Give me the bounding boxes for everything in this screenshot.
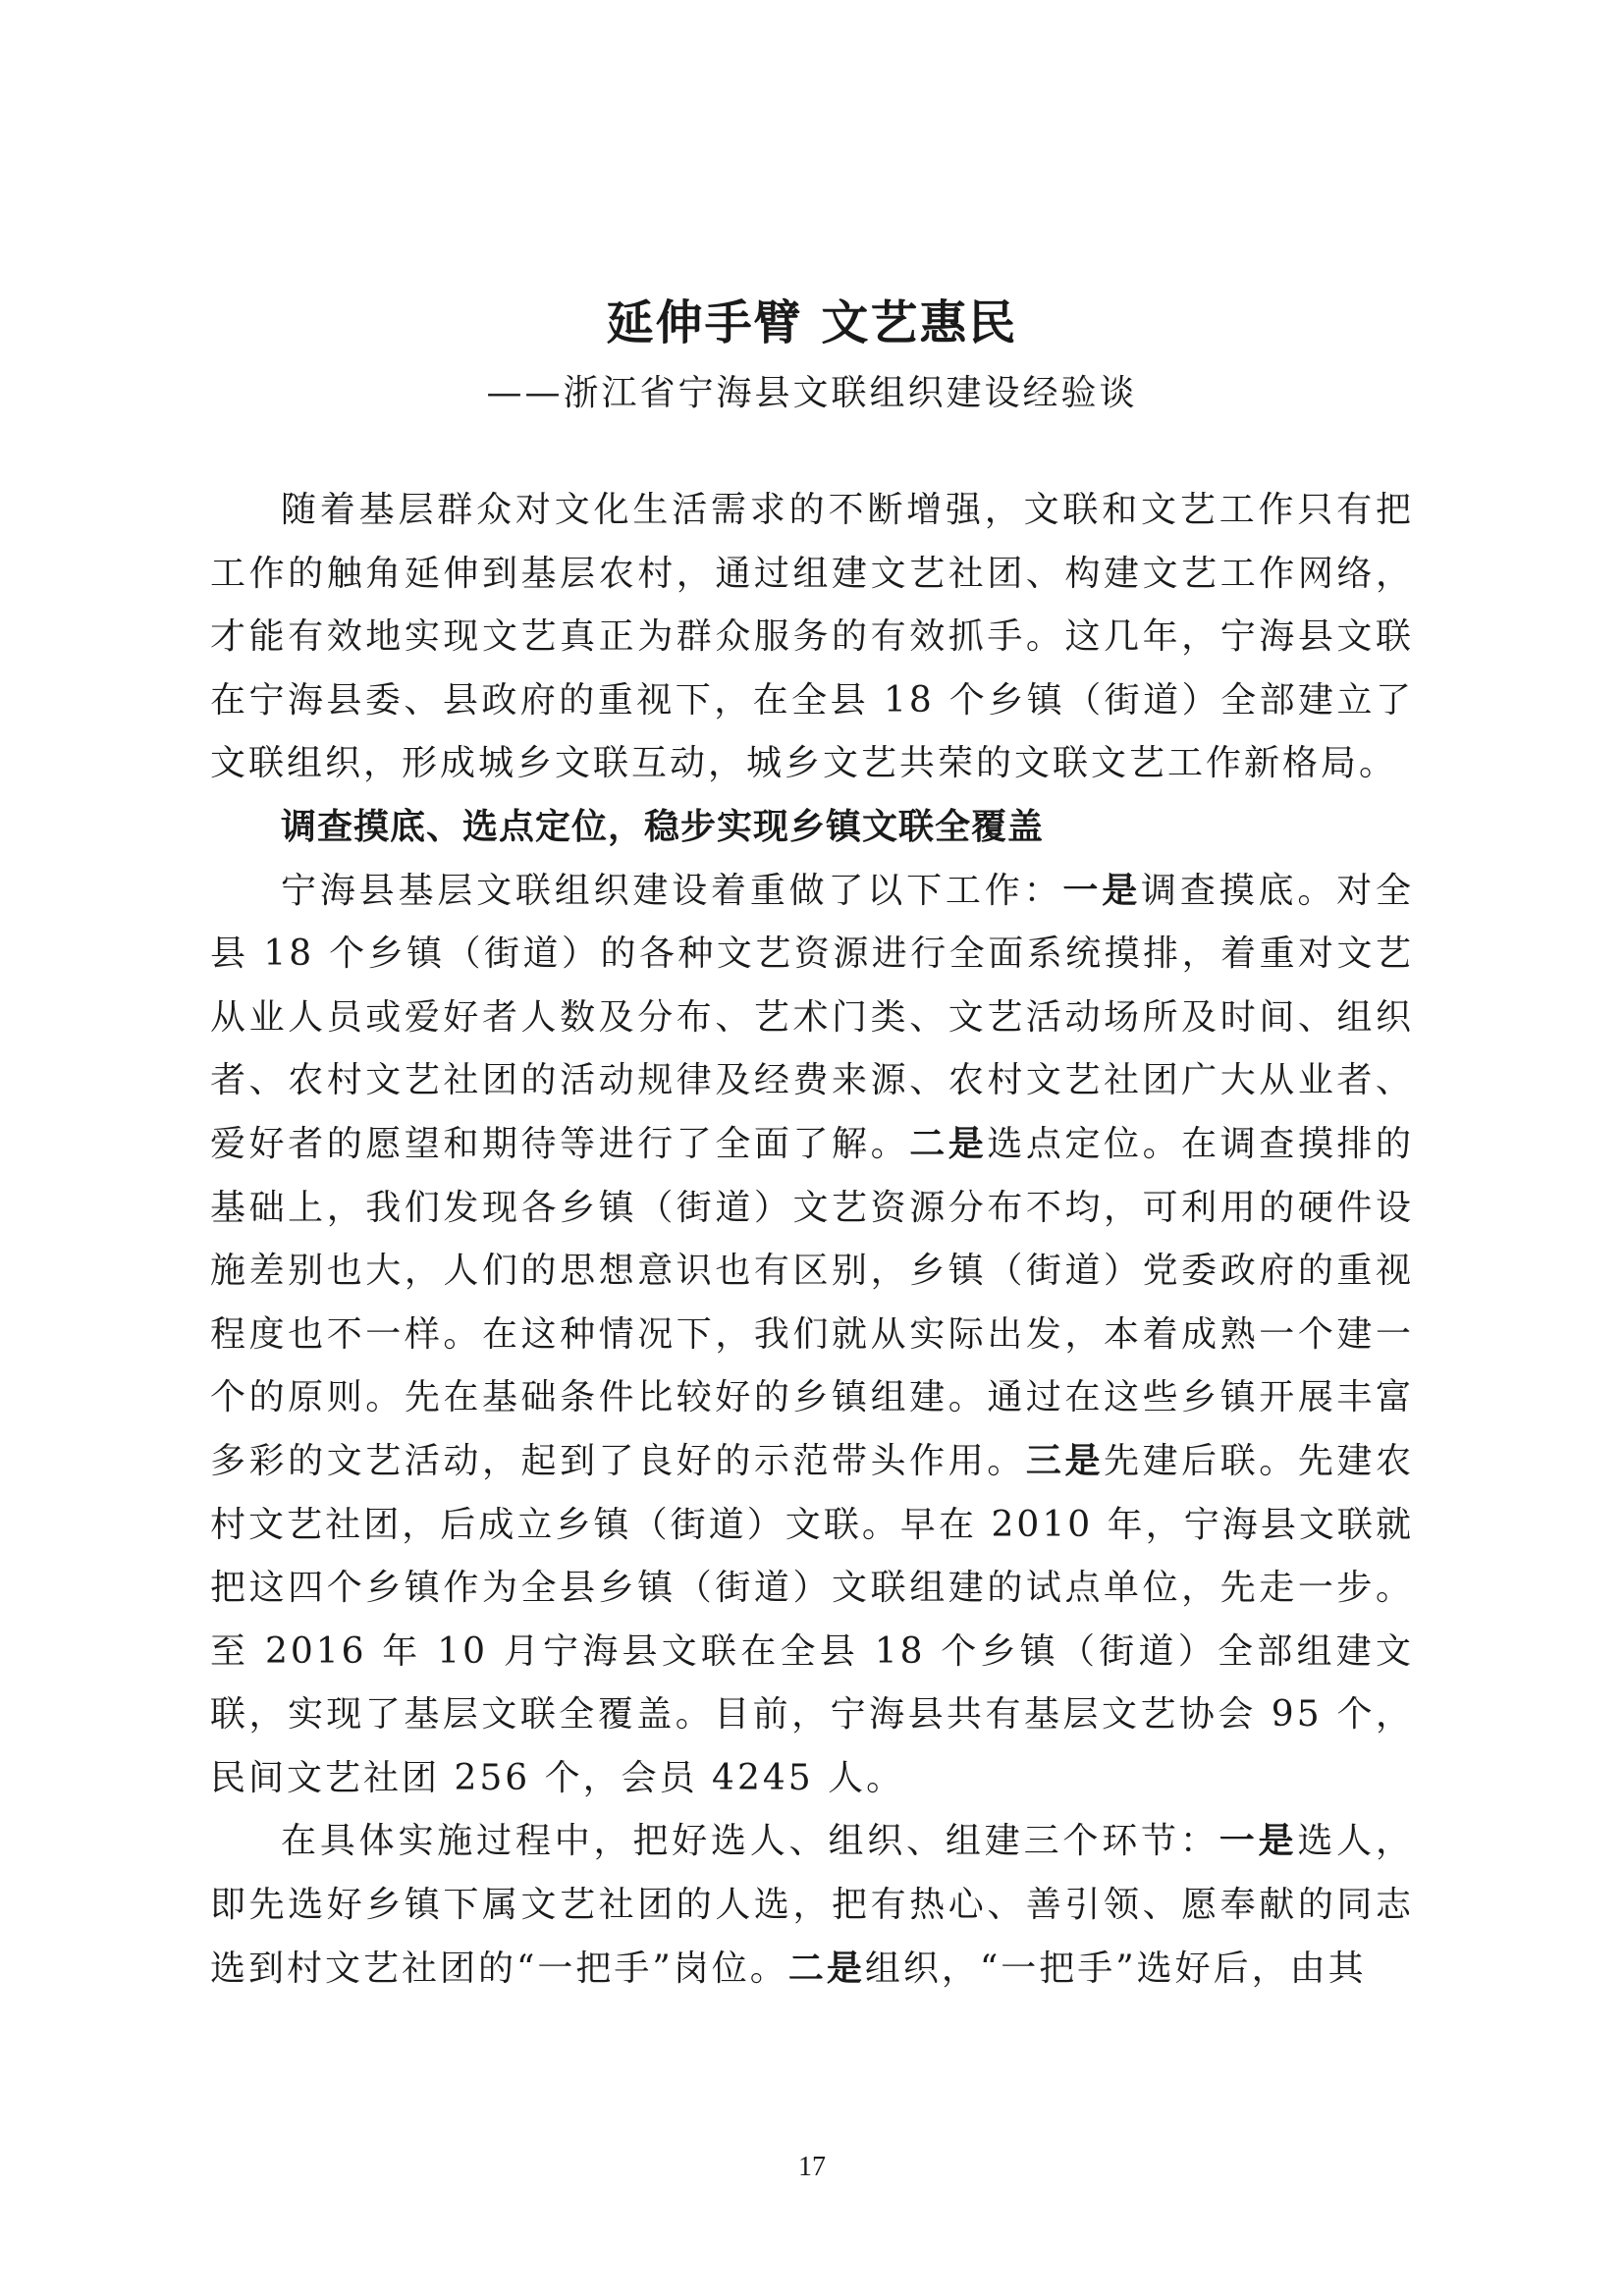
article-title: 延伸手臂 文艺惠民 xyxy=(606,295,1018,350)
page-number: 17 xyxy=(798,2152,826,2182)
section-heading: 调查摸底、选点定位，稳步实现乡镇文联全覆盖 xyxy=(281,806,1045,847)
paragraph-text: 宁海县基层文联组织建设着重做了以下工作： xyxy=(281,870,1063,911)
keyword-third: 三是 xyxy=(1025,1440,1105,1481)
paragraph-implementation xyxy=(210,1810,1414,2001)
keyword-first: 一是 xyxy=(1218,1821,1298,1862)
paragraph-text: 在具体实施过程中，把好选人、组织、组建三个环节： xyxy=(281,1821,1219,1862)
keyword-second: 二是 xyxy=(909,1123,988,1164)
paragraph-text: 调查摸底。对全县 18 个乡镇（街道）的各种文艺资源进行全面系统摸排，着重对文艺从业人员或爱好者人数及分布、艺术门类、文艺活动场所及时间、组织者、农村文艺社团的活动规律及经费来源、农村文艺社团广大从业者、爱好者的愿望和期待等进行了全面了解。 xyxy=(210,870,1414,1164)
paragraph-text: 选点定位。在调查摸排的基础上，我们发现各乡镇（街道）文艺资源分布不均，可利用的硬件设施差别也大，人们的思想意识也有区别，乡镇（街道）党委政府的重视程度也不一样。在这种情况下，我们就从实际出发，本着成熟一个建一个的原则。先在基础条件比较好的乡镇组建。通过在这些乡镇开展丰富多彩的文艺活动，起到了良好的示范带头作用。 xyxy=(210,1123,1414,1481)
paragraph-intro: 随着基层群众对文化生活需求的不断增强，文联和文艺工作只有把工作的触角延伸到基层农村，通过组建文艺社团、构建文艺工作网络，才能有效地实现文艺真正为群众服务的有效抓手。这几年，宁海县文联在宁海县委、县政府的重视下，在全县 18 个乡镇（街道）全部建立了文联组织，形成城乡文联互动，城乡文艺共荣的文联文艺工作新格局。 xyxy=(210,490,1414,784)
keyword-first: 一是 xyxy=(1062,870,1142,911)
keyword-second: 二是 xyxy=(787,1948,865,1989)
paragraph-text: 选人，即先选好乡镇下属文艺社团的人选，把有热心、善引领、愿奉献的同志选到村文艺社团的“一把手”岗位。 xyxy=(210,1821,1414,1989)
article-subtitle: ——浙江省宁海县文联组织建设经验谈 xyxy=(486,373,1138,413)
paragraph-text: 组织，“一把手”选好后，由其 xyxy=(864,1948,1367,1989)
paragraph-text: 先建后联。先建农村文艺社团，后成立乡镇（街道）文联。早在 2010 年，宁海县文联就把这四个乡镇作为全县乡镇（街道）文联组建的试点单位，先走一步。至 2016 年 10 月宁海县文联在全县 18 个乡镇（街道）全部组建文联，实现了基层文联全覆盖。目前，宁海县共有基层文艺协会 95 个，民间文艺社团 256 个，会员 4245 人。 xyxy=(210,1440,1414,1798)
paragraph-work-steps xyxy=(210,860,1414,1811)
article-body xyxy=(210,479,1414,2001)
